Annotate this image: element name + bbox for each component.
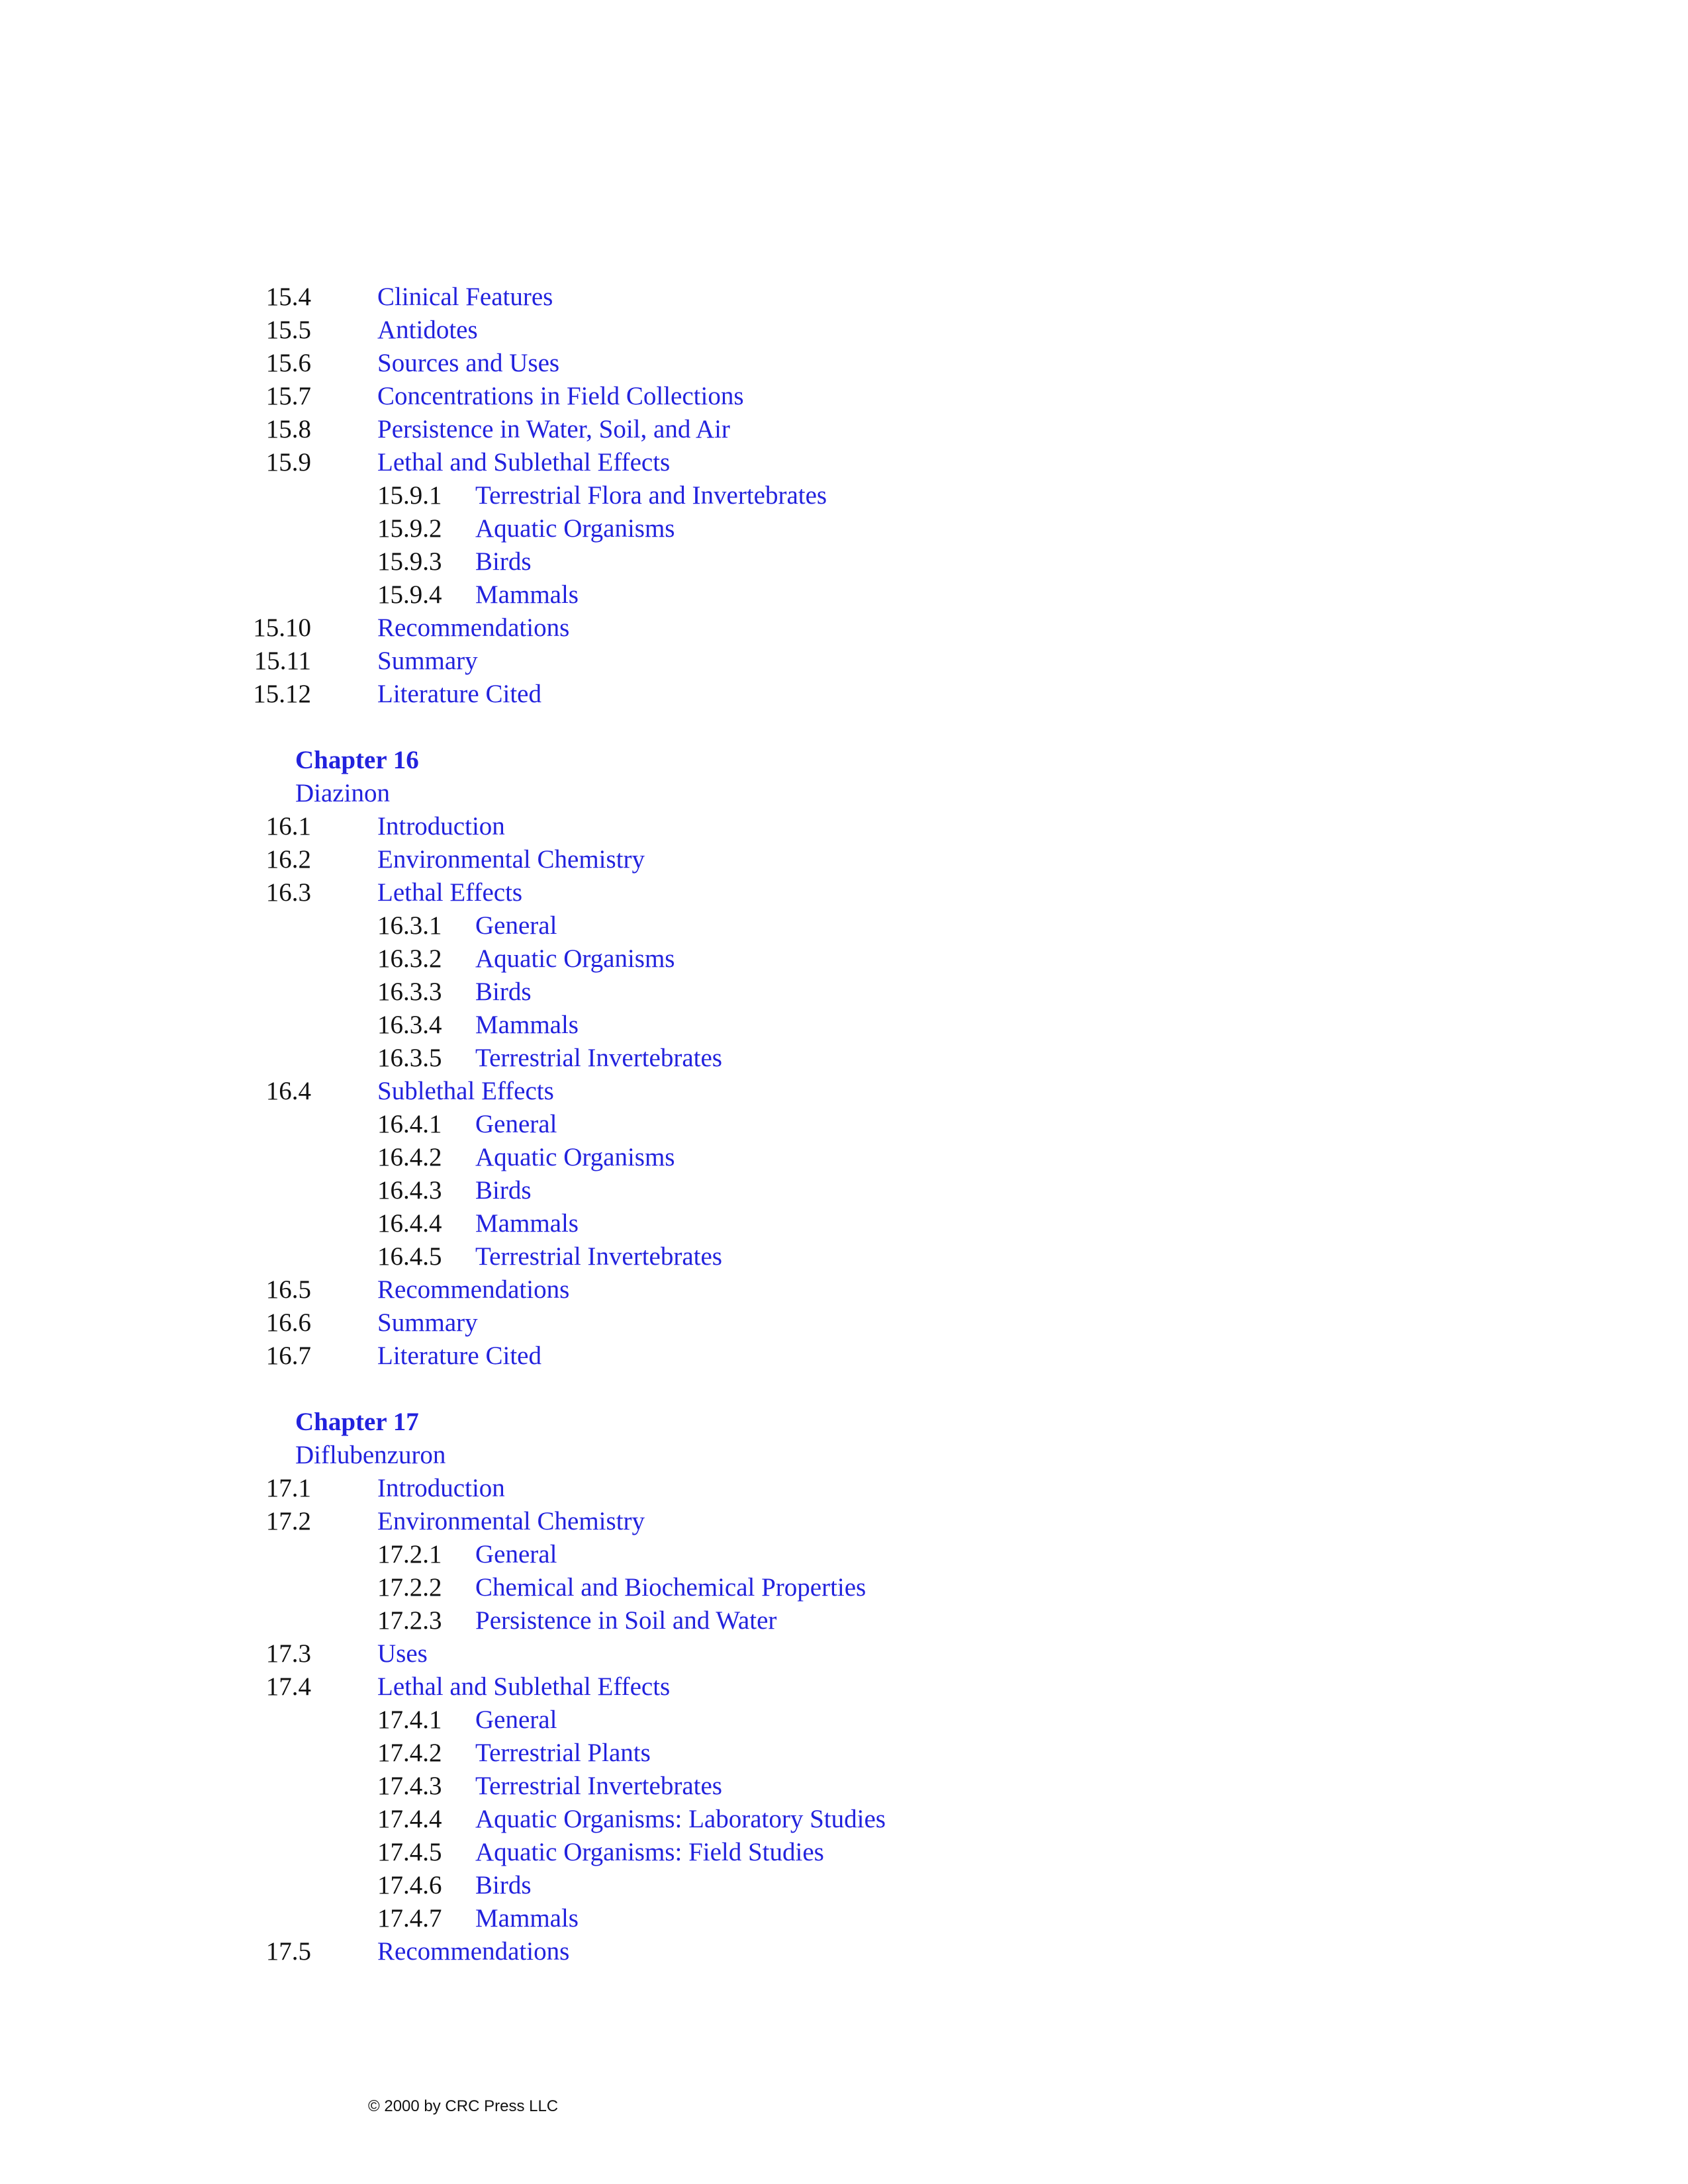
toc-entry-link[interactable]: Literature Cited: [377, 1342, 541, 1370]
toc-entry[interactable]: [265, 1273, 1553, 1306]
toc-entry-number: 17.4.3: [377, 1772, 442, 1800]
toc-entry-link[interactable]: Birds: [475, 978, 532, 1006]
toc-entry-link[interactable]: Aquatic Organisms: Field Studies: [475, 1838, 824, 1866]
toc-entry-link[interactable]: Birds: [475, 1176, 532, 1205]
toc-entry[interactable]: [265, 1075, 1553, 1108]
toc-entry-link[interactable]: Terrestrial Invertebrates: [475, 1242, 722, 1271]
table-of-contents: [253, 281, 1553, 1968]
toc-entry[interactable]: [253, 678, 1553, 711]
toc-entry-link[interactable]: Clinical Features: [377, 283, 553, 311]
toc-entry-number: 15.9.4: [377, 580, 442, 609]
toc-entry[interactable]: [265, 1340, 1553, 1373]
toc-entry-link[interactable]: Antidotes: [377, 316, 478, 344]
toc-entry[interactable]: [295, 1571, 1553, 1604]
toc-entry-link[interactable]: Terrestrial Flora and Invertebrates: [475, 481, 827, 510]
toc-entry[interactable]: [295, 1141, 1553, 1174]
toc-entry[interactable]: [265, 380, 1553, 413]
toc-entry-link[interactable]: Terrestrial Invertebrates: [475, 1044, 722, 1072]
toc-entry-link[interactable]: Birds: [475, 547, 532, 576]
toc-entry[interactable]: [295, 942, 1553, 976]
toc-entry-number: 16.4.1: [377, 1110, 442, 1138]
toc-entry[interactable]: [295, 479, 1553, 512]
toc-entry-link[interactable]: Lethal and Sublethal Effects: [377, 448, 671, 477]
toc-entry[interactable]: [295, 1207, 1553, 1240]
toc-entry-link[interactable]: Uses: [377, 1639, 428, 1668]
toc-entry-number: 17.5: [265, 1937, 311, 1966]
toc-entry-number: 16.3.2: [377, 944, 442, 973]
toc-entry-link[interactable]: Environmental Chemistry: [377, 1507, 645, 1535]
toc-entry-number: 16.5: [265, 1275, 311, 1304]
toc-entry-link[interactable]: Sublethal Effects: [377, 1077, 554, 1105]
toc-entry[interactable]: [265, 281, 1553, 314]
toc-entry-link[interactable]: Recommendations: [377, 1937, 570, 1966]
toc-entry-link[interactable]: Aquatic Organisms: [475, 944, 675, 973]
toc-entry[interactable]: [295, 545, 1553, 578]
toc-entry-number: 15.6: [265, 349, 311, 377]
toc-entry-link[interactable]: General: [475, 1110, 557, 1138]
toc-entry[interactable]: [265, 314, 1553, 347]
toc-entry-number: 16.4.3: [377, 1176, 442, 1205]
toc-entry-link[interactable]: Summary: [377, 1308, 478, 1337]
toc-entry-link[interactable]: Persistence in Soil and Water: [475, 1606, 777, 1635]
toc-entry-number: 16.4.4: [377, 1209, 442, 1238]
toc-entry-number: 17.2.1: [377, 1540, 442, 1569]
toc-entry-number: 17.2.2: [377, 1573, 442, 1602]
toc-entry-link[interactable]: Lethal Effects: [377, 878, 523, 907]
chapter-heading[interactable]: Chapter 16: [295, 746, 419, 774]
chapter-spacer: [295, 711, 1553, 744]
toc-entry-link[interactable]: Lethal and Sublethal Effects: [377, 1672, 671, 1701]
toc-entry[interactable]: [265, 446, 1553, 479]
toc-entry-link[interactable]: General: [475, 1540, 557, 1569]
toc-entry-link[interactable]: Birds: [475, 1871, 532, 1899]
toc-entry[interactable]: [265, 1505, 1553, 1538]
toc-entry[interactable]: [295, 1538, 1553, 1571]
toc-entry-number: 15.8: [265, 415, 311, 443]
toc-entry-number: 16.6: [265, 1308, 311, 1337]
toc-entry[interactable]: [295, 1240, 1553, 1273]
chapter-subject-link[interactable]: Diflubenzuron: [295, 1441, 446, 1469]
toc-entry-number: 17.3: [265, 1639, 311, 1668]
toc-entry-number: 16.4: [265, 1077, 311, 1105]
toc-entry[interactable]: [295, 1174, 1553, 1207]
toc-entry[interactable]: [295, 1009, 1553, 1042]
toc-entry[interactable]: [265, 347, 1553, 380]
toc-entry[interactable]: [265, 1670, 1553, 1704]
toc-entry-number: 16.4.2: [377, 1143, 442, 1171]
toc-entry-number: 17.4.6: [377, 1871, 442, 1899]
toc-entry[interactable]: [295, 1803, 1553, 1836]
toc-entry-link[interactable]: General: [475, 911, 557, 940]
chapter-block: [265, 744, 1553, 1373]
toc-entry-link[interactable]: Aquatic Organisms: Laboratory Studies: [475, 1805, 886, 1833]
toc-entry-number: 16.3.5: [377, 1044, 442, 1072]
toc-entry[interactable]: [295, 578, 1553, 612]
toc-entry[interactable]: [265, 843, 1553, 876]
toc-entry-number: 16.3.1: [377, 911, 442, 940]
chapter-block: [265, 1406, 1553, 1968]
toc-entry-number: 17.4.4: [377, 1805, 442, 1833]
toc-entry[interactable]: [295, 976, 1553, 1009]
toc-entry-link[interactable]: Mammals: [475, 1011, 579, 1039]
toc-entry-number: 16.3.4: [377, 1011, 442, 1039]
toc-entry-number: 15.5: [265, 316, 311, 344]
toc-entry[interactable]: [295, 512, 1553, 545]
chapter-subject-link[interactable]: Diazinon: [295, 779, 390, 807]
toc-entry-number: 16.4.5: [377, 1242, 442, 1271]
toc-entry[interactable]: [295, 909, 1553, 942]
toc-entry-link[interactable]: Summary: [377, 647, 478, 675]
continued-section-list: [253, 281, 1553, 711]
toc-entry[interactable]: [295, 1704, 1553, 1737]
toc-entry-link[interactable]: Recommendations: [377, 1275, 570, 1304]
toc-entry[interactable]: [265, 413, 1553, 446]
toc-entry-link[interactable]: Introduction: [377, 812, 505, 841]
toc-entry-link[interactable]: Mammals: [475, 1904, 579, 1933]
toc-entry-number: 16.2: [265, 845, 311, 874]
toc-entry-number: 17.2.3: [377, 1606, 442, 1635]
toc-entry-number: 15.7: [265, 382, 311, 410]
toc-entry[interactable]: [265, 1935, 1553, 1968]
toc-entry-number: 17.4.7: [377, 1904, 442, 1933]
toc-entry[interactable]: [295, 1042, 1553, 1075]
toc-entry-number: 17.4.1: [377, 1706, 442, 1734]
toc-entry-link[interactable]: Aquatic Organisms: [475, 1143, 675, 1171]
toc-entry-number: 17.4.5: [377, 1838, 442, 1866]
toc-entry-link[interactable]: Recommendations: [377, 614, 570, 642]
toc-entry-number: 15.10: [253, 614, 311, 642]
toc-entry[interactable]: [295, 1604, 1553, 1637]
toc-entry-link[interactable]: Introduction: [377, 1474, 505, 1502]
toc-entry-link[interactable]: Mammals: [475, 580, 579, 609]
toc-entry[interactable]: [254, 645, 1553, 678]
toc-entry[interactable]: [265, 876, 1553, 909]
toc-entry-number: 16.3.3: [377, 978, 442, 1006]
toc-entry-link[interactable]: Mammals: [475, 1209, 579, 1238]
toc-entry[interactable]: [295, 1737, 1553, 1770]
toc-entry-link[interactable]: Chemical and Biochemical Properties: [475, 1573, 867, 1602]
toc-entry-link[interactable]: Concentrations in Field Collections: [377, 382, 744, 410]
toc-entry-link[interactable]: Aquatic Organisms: [475, 514, 675, 543]
toc-entry[interactable]: [265, 1306, 1553, 1340]
toc-entry-link[interactable]: Terrestrial Invertebrates: [475, 1772, 722, 1800]
toc-entry-link[interactable]: Persistence in Water, Soil, and Air: [377, 415, 730, 443]
toc-entry-number: 15.9.1: [377, 481, 442, 510]
toc-entry[interactable]: [295, 1108, 1553, 1141]
chapter-spacer: [295, 1373, 1553, 1406]
toc-entry[interactable]: [295, 1836, 1553, 1869]
toc-entry-number: 17.4: [265, 1672, 311, 1701]
toc-entry-link[interactable]: Literature Cited: [377, 680, 541, 708]
toc-entry[interactable]: [295, 1869, 1553, 1902]
chapter-heading[interactable]: Chapter 17: [295, 1408, 419, 1436]
toc-entry-number: 16.3: [265, 878, 311, 907]
toc-entry[interactable]: [295, 1902, 1553, 1935]
toc-entry-number: 15.12: [253, 680, 311, 708]
toc-entry-number: 17.2: [265, 1507, 311, 1535]
toc-entry[interactable]: [265, 1472, 1553, 1505]
copyright-footer: © 2000 by CRC Press LLC: [368, 2097, 559, 2115]
toc-entry-number: 15.4: [265, 283, 311, 311]
toc-entry-link[interactable]: Sources and Uses: [377, 349, 560, 377]
toc-entry-number: 16.1: [265, 812, 311, 841]
toc-entry[interactable]: [265, 1637, 1553, 1670]
toc-entry-number: 15.9: [265, 448, 311, 477]
toc-entry-number: 15.11: [254, 647, 311, 675]
toc-entry[interactable]: [265, 810, 1553, 843]
toc-entry-number: 17.1: [265, 1474, 311, 1502]
toc-entry-number: 15.9.3: [377, 547, 442, 576]
toc-entry[interactable]: [295, 1770, 1553, 1803]
toc-entry-number: 16.7: [265, 1342, 311, 1370]
toc-entry[interactable]: [253, 612, 1553, 645]
toc-entry-link[interactable]: Environmental Chemistry: [377, 845, 645, 874]
toc-entry-link[interactable]: General: [475, 1706, 557, 1734]
toc-entry-link[interactable]: Terrestrial Plants: [475, 1739, 651, 1767]
toc-entry-number: 15.9.2: [377, 514, 442, 543]
toc-entry-number: 17.4.2: [377, 1739, 442, 1767]
